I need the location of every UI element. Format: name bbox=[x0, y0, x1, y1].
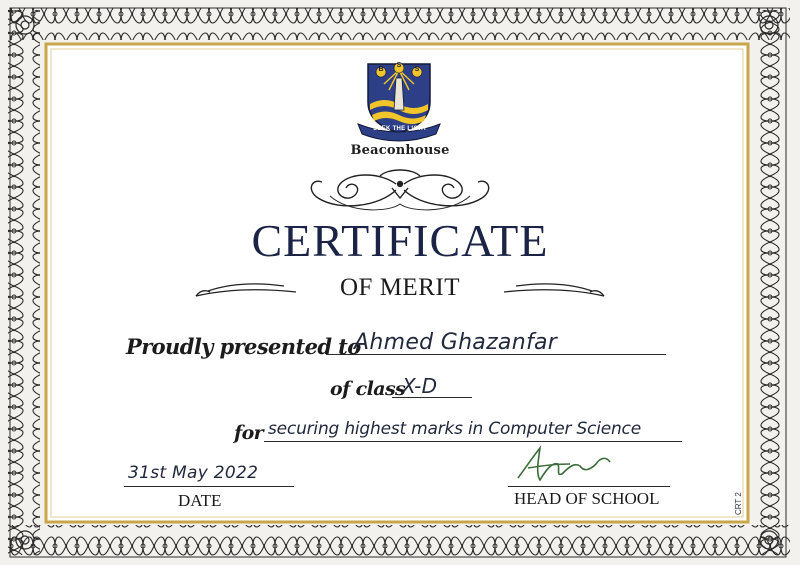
date-label: DATE bbox=[178, 491, 222, 510]
class-value: X-D bbox=[402, 374, 438, 398]
school-name: Beaconhouse bbox=[350, 143, 450, 158]
presented-label: Proudly presented to bbox=[126, 334, 361, 359]
reason-value: securing highest marks in Computer Science bbox=[268, 419, 641, 439]
class-label: of class bbox=[330, 378, 406, 400]
certificate-title: CERTIFICATE bbox=[251, 215, 549, 266]
crest-letter-right: S bbox=[414, 66, 420, 73]
date-value: 31st May 2022 bbox=[128, 463, 259, 483]
recipient-name: Ahmed Ghazanfar bbox=[354, 330, 558, 355]
crest-letter-middle: S bbox=[396, 62, 402, 69]
certificate-code: CRT 2 bbox=[734, 492, 743, 515]
reason-label: for bbox=[234, 422, 264, 444]
date-line bbox=[124, 486, 294, 487]
reason-line bbox=[264, 441, 682, 442]
signature-line bbox=[508, 486, 670, 487]
crest-letter-left: B bbox=[378, 66, 384, 73]
crest-motto: SEEK THE LIGHT bbox=[373, 126, 427, 132]
certificate-subtitle: OF MERIT bbox=[340, 274, 460, 301]
head-of-school-label: HEAD OF SCHOOL bbox=[514, 489, 660, 508]
